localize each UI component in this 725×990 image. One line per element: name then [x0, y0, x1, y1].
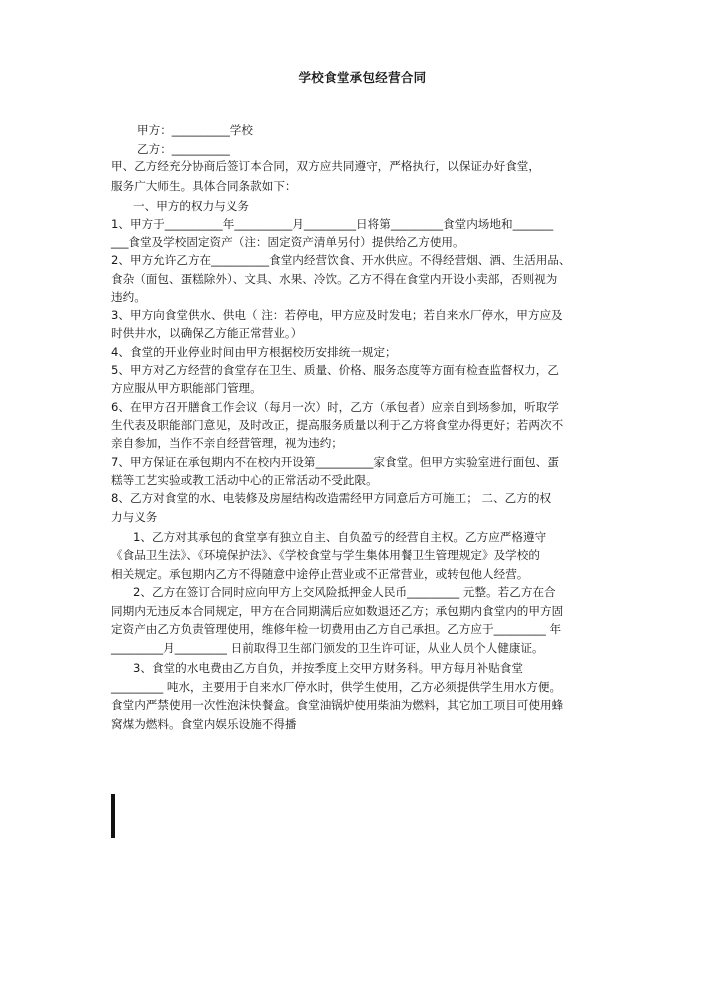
clause-line: 1、乙方对其承包的食堂享有独立自主、自负盈亏的经营自主权。乙方应严格遵守	[133, 530, 547, 544]
clause-line: 定资产由乙方负责管理使用，维修年检一切费用由乙方自己承担。乙方应于_________ 年	[111, 622, 562, 636]
clause-line: 亲自参加，当作不亲自经营管理，视为违约；	[111, 436, 343, 450]
clause-line: 力与义务	[111, 510, 158, 524]
clause-line: 食堂内严禁使用一次性泡沫快餐盒。食堂油锅炉使用柴油为燃料，其它加工项目可使用蜂	[111, 698, 564, 712]
clause-line: 4、食堂的开业停业时间由甲方根据校历安排统一规定；	[111, 345, 397, 359]
clause-line: 3、食堂的水电费由乙方自负，并按季度上交甲方财务科。甲方每月补贴食堂	[133, 661, 523, 675]
clause-line: 2、甲方允许乙方在__________食堂内经营饮食、开水供应。不得经营烟、酒、生活用品、	[111, 253, 571, 267]
intro-line-1: 甲、乙方经充分协商后签订本合同，双方应共同遵守，严格执行，以保证办好食堂，	[111, 159, 540, 173]
clause-line: 生代表及职能部门意见，及时改正，提高服务质量以利于乙方将食堂办得更好；若两次不	[111, 418, 564, 432]
clause-line: 7、甲方保证在承包期内不在校内开设第__________家食堂。但甲方实验室进行面包、蛋	[111, 455, 559, 469]
document-title: 学校食堂承包经营合同	[298, 70, 427, 85]
clause-line: 5、甲方对乙方经营的食堂存在卫生、质量、价格、服务态度等方面有检查监督权力，乙	[111, 363, 559, 377]
clause-line: _________月_________ 日前取得卫生部门颁发的卫生许可证，从业人员个人健康证。	[111, 641, 544, 655]
clause-line: 违约。	[111, 290, 146, 304]
section-heading-1: 一、甲方的权力与义务	[133, 199, 249, 213]
clause-line: 6、在甲方召开膳食工作会议（每月一次）时，乙方（承包者）应亲自到场参加，听取学	[111, 400, 559, 414]
party-b-line: 乙方：__________	[137, 142, 230, 156]
clause-line: 方应服从甲方职能部门管理。	[111, 381, 262, 395]
clause-line: 1、甲方于__________年__________月_________日将第_________食堂内场地和_______	[111, 217, 554, 231]
party-a-line: 甲方：__________学校	[137, 123, 253, 137]
clause-line: ___食堂及学校固定资产（注：固定资产清单另付）提供给乙方使用。	[111, 235, 465, 249]
clause-line: 同期内无违反本合同规定，甲方在合同期满后应如数退还乙方；承包期内食堂内的甲方固	[111, 604, 564, 618]
clause-line: 《食品卫生法》、《环境保护法》、《学校食堂与学生集体用餐卫生管理规定》及学校的	[111, 548, 540, 562]
clause-line: 糕等工艺实验或教工活动中心的正常活动不受此限。	[111, 473, 378, 487]
clause-line: 相关规定。承包期内乙方不得随意中途停止营业或不正常营业，或转包他人经营。	[111, 567, 529, 581]
clause-line: 食杂（面包、蛋糕除外）、文具、水果、冷饮。乙方不得在食堂内开设小卖部，否则视为	[111, 272, 558, 286]
clause-line: 2、乙方在签订合同时应向甲方上交风险抵押金人民币_________ 元整。若乙方在合	[133, 585, 556, 599]
clause-line: 时供井水，以确保乙方能正常营业。）	[111, 326, 303, 340]
clause-line: 8、乙方对食堂的水、电装修及房屋结构改造需经甲方同意后方可施工； 二、乙方的权	[111, 491, 552, 505]
margin-mark	[111, 794, 115, 838]
clause-line: 3、甲方向食堂供水、供电（ 注：若停电，甲方应及时发电；若自来水厂停水，甲方应及	[111, 308, 563, 322]
intro-line-2: 服务广大师生。具体合同条款如下：	[111, 179, 297, 193]
clause-line: 窝煤为燃料。食堂内娱乐设施不得播	[111, 717, 297, 731]
clause-line: _________ 吨水，主要用于自来水厂停水时，供学生使用，乙方必须提供学生用水方便。	[111, 680, 562, 694]
